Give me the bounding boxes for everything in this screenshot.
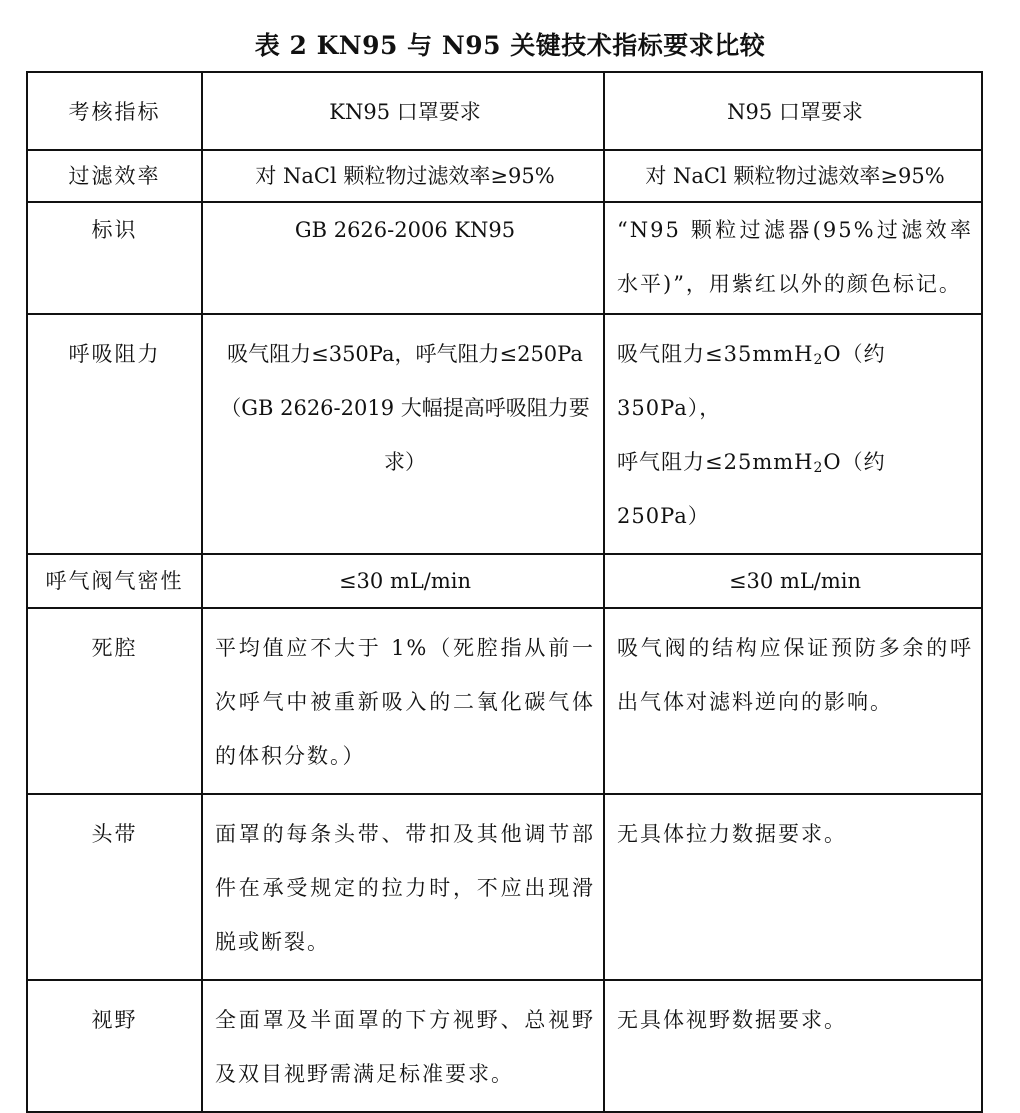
kn95-resistance-note: （GB 2626-2019 大幅提高呼吸阻力要求） xyxy=(220,396,590,474)
header-kn95: KN95 口罩要求 xyxy=(202,72,604,150)
comparison-table xyxy=(26,71,983,1113)
table-title: 表 2 KN95 与 N95 关键技术指标要求比较 xyxy=(254,31,766,60)
kn95-cell xyxy=(202,314,604,554)
kn95-cell: GB 2626-2006 KN95 xyxy=(202,202,604,314)
n95-cell xyxy=(604,314,982,554)
n95-cell: “N95 颗粒过滤器(95%过滤效率水平)”，用紫红以外的颜色标记。 xyxy=(604,202,982,314)
n95-cell: ≤30 mL/min xyxy=(604,554,982,608)
row-label: 呼气阀气密性 xyxy=(27,554,202,608)
header-indicator: 考核指标 xyxy=(27,72,202,150)
table-row-filtration xyxy=(27,150,982,202)
kn95-cell: 平均值应不大于 1%（死腔指从前一次呼气中被重新吸入的二氧化碳气体的体积分数。） xyxy=(202,608,604,794)
table-row-marking xyxy=(27,202,982,314)
row-label: 标识 xyxy=(27,202,202,314)
n95-cell: 无具体视野数据要求。 xyxy=(604,980,982,1112)
table-row-field-of-view xyxy=(27,980,982,1112)
row-label: 呼吸阻力 xyxy=(27,314,202,554)
table-row-dead-space xyxy=(27,608,982,794)
header-n95: N95 口罩要求 xyxy=(604,72,982,150)
table-row-valve-leakage xyxy=(27,554,982,608)
table-row-breathing-resistance xyxy=(27,314,982,554)
table-row-head-harness xyxy=(27,794,982,980)
kn95-cell: 全面罩及半面罩的下方视野、总视野及双目视野需满足标准要求。 xyxy=(202,980,604,1112)
kn95-cell: 对 NaCl 颗粒物过滤效率≥95% xyxy=(202,150,604,202)
table-header-row xyxy=(27,72,982,150)
n95-exhale-resistance: 呼气阻力≤25mmH$_2$O（约 250Pa） xyxy=(617,450,886,528)
row-label: 视野 xyxy=(27,980,202,1112)
row-label: 头带 xyxy=(27,794,202,980)
kn95-cell: 面罩的每条头带、带扣及其他调节部件在承受规定的拉力时，不应出现滑脱或断裂。 xyxy=(202,794,604,980)
kn95-cell: ≤30 mL/min xyxy=(202,554,604,608)
kn95-resistance-values: 吸气阻力≤350Pa，呼气阻力≤250Pa xyxy=(227,342,583,366)
n95-inhale-resistance: 吸气阻力≤35mmH$_2$O（约 350Pa）， xyxy=(617,342,886,420)
n95-cell: 对 NaCl 颗粒物过滤效率≥95% xyxy=(604,150,982,202)
row-label: 死腔 xyxy=(27,608,202,794)
row-label: 过滤效率 xyxy=(27,150,202,202)
n95-cell: 吸气阀的结构应保证预防多余的呼出气体对滤料逆向的影响。 xyxy=(604,608,982,794)
n95-cell: 无具体拉力数据要求。 xyxy=(604,794,982,980)
